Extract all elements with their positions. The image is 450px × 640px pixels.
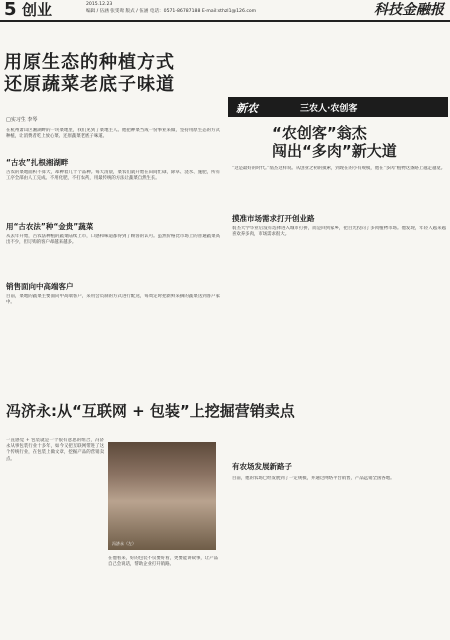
- photo-caption: 冯济永（左）: [112, 541, 136, 546]
- section-title: 创业: [22, 1, 53, 19]
- subhead-high-end-sales: 销售面向中高端客户: [6, 282, 74, 291]
- page-header: [0, 0, 450, 20]
- sidebar-title: [272, 124, 397, 160]
- sidebar-banner: [228, 97, 448, 117]
- main-headline-line-1: 用原生态的种植方式: [4, 52, 175, 73]
- main-body-c: 目前，菜地的蔬菜主要面向中高端客户，采用会员制的方式进行配送，每周定时把新鲜采摘的蔬菜送到客户家中。: [6, 294, 220, 306]
- page-number: 5: [4, 0, 17, 20]
- main-headline-line-2: 还原蔬菜老底子味道: [4, 74, 175, 95]
- feature-photo: [108, 442, 216, 550]
- email: E-mail:sthzl1@126.com: [201, 8, 257, 14]
- main-body-a: 古农的菜地面积不算大，却种着几十个品种。每天清晨，菜农们就开始在田间忙碌，除草、浇水、施肥，所有工序全部由人工完成。不用化肥，不打农药，用最传统的方法让蔬菜自然生长。: [6, 170, 220, 182]
- byline: □实习生 李琴: [6, 117, 38, 123]
- feature-headline: 冯济永:从“互联网 + 包装”上挖掘营销卖点: [6, 402, 295, 420]
- sidebar-title-line-2: 闯出“多肉”新大道: [272, 142, 397, 160]
- newspaper-logo: 科技金融报: [374, 2, 444, 18]
- sidebar-body-a: 翁杰大学毕业后没有选择进入城市打拼，而是回到家乡，把目光投向了多肉植物市场。他发现，年轻人越来越喜欢养多肉，市场需求很大。: [232, 226, 446, 238]
- feature-body-a: 一直感觉 + 包装就是一个很有意思的组合，冯济永从事包装行业十多年，如今又把互联网带进了这个传统行业，在包装上做文章，挖掘产品的营销卖点。: [6, 438, 104, 462]
- page-meta: [86, 2, 256, 15]
- date: 2015.12.23: [86, 2, 113, 7]
- sidebar-subhead-farm: 有农场发展新路子: [232, 462, 292, 471]
- sidebar-body-b: 目前，他的农场已经发展到了一定规模，并通过网络平台销售，产品远销全国各地。: [232, 476, 395, 481]
- sidebar-title-line-1: “农创客”翁杰: [272, 124, 367, 142]
- lead-paragraph: 在杭州萧山区湘湖畔的一块菜地里，我们见到了菜地主人。他把种菜当成一份事业来做，坚持用原生态的方式种植，让消费者吃上放心菜、还原蔬菜老底子味道。: [6, 128, 220, 140]
- subhead-ancient-farming: “古农”扎根湘湖畔: [6, 158, 69, 167]
- editors: 编辑 / 伍涵 张雯鸯 版式 / 伍涵: [86, 8, 149, 14]
- feature-body-b: 在他看来，好的包装不仅要好看，更要能讲故事，让产品自己会说话，帮助企业打开销路。: [108, 556, 218, 568]
- main-headline: [4, 52, 175, 96]
- sidebar-column-label: 三农人·农创客: [300, 104, 358, 114]
- banner-icon-text: 新农: [236, 102, 258, 115]
- main-body-b: 从去年开始，古农法种植的蔬菜陆续上市，口感和味道都得到了顾客的认可。虽然价格比市场上的普通蔬菜高出不少，但订购的客户却越来越多。: [6, 234, 220, 246]
- sidebar-intro: “这是最好的时代。”翁杰这样说。从创业之初的摸索，到现在的小有规模，他在“多肉”植物这条路上越走越宽。: [232, 166, 446, 171]
- subhead-ancient-method: 用“古农法”种“金贵”蔬菜: [6, 222, 94, 231]
- telephone: 电话：0571-86787188: [149, 8, 201, 14]
- header-rule: [0, 20, 450, 22]
- sidebar-subhead-market: 摸准市场需求打开创业路: [232, 214, 315, 223]
